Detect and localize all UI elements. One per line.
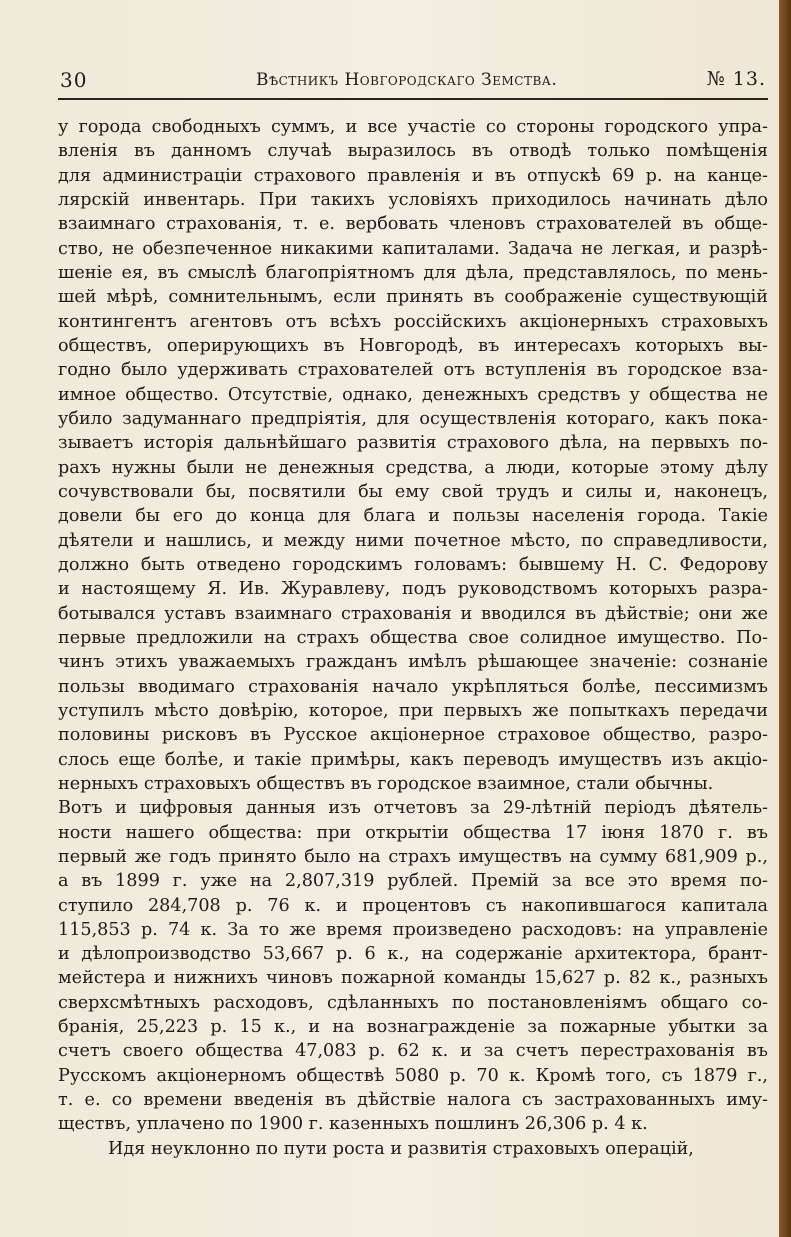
text-line: первый же годъ принято было на страхъ имуществъ на сумму 681,909 р., [58,846,768,867]
text-line: лярскій инвентарь. При такихъ условіяхъ приходилось начинать дѣло [58,189,768,210]
text-line: и дѣлопроизводство 53,667 р. 6 к., на содержаніе архитектора, брант- [58,944,768,965]
text-line: пользы вводимаго страхованія начало укрѣпляться болѣе, пессимизмъ [58,676,768,697]
text-line: половины рисковъ въ Русское акціонерное страховое общество, разро- [58,725,768,746]
header-rule [58,98,768,100]
text-line: 115,853 р. 74 к. За то же время произведено расходовъ: на управленіе [58,919,768,940]
text-line: взаимнаго страхованія, т. е. вербовать членовъ страхователей въ обще- [58,214,768,235]
issue-number: № 13. [706,68,766,90]
text-line: дѣятели и нашлись, и между ними почетное мѣсто, по справедливости, [58,530,768,551]
text-line: ности нашего общества: при открытіи общества 17 іюня 1870 г. въ [58,822,768,843]
text-line: ществъ, уплачено по 1900 г. казенныхъ пошлинъ 26,306 р. 4 к. [58,1114,648,1135]
text-line: ство, не обезпеченное никакими капиталами. Задача не легкая, и разрѣ- [58,238,768,259]
text-line: слось еще болѣе, и такіе примѣры, какъ переводъ имуществъ изъ акціо- [58,749,768,770]
journal-title: Вѣстникъ Новгородскаго Земства. [256,70,558,90]
text-line: т. е. со времени введенія въ дѣйствіе налога съ застрахованныхъ иму- [58,1090,768,1111]
text-line: годно было удерживать страхователей отъ вступленія въ городское вза- [58,360,768,381]
text-line: имное общество. Отсутствіе, однако, денежныхъ средствъ у общества не [58,384,768,405]
text-line: сочувствовали бы, посвятили бы ему свой трудъ и силы и, наконецъ, [58,481,768,502]
text-line: зываетъ исторія дальнѣйшаго развитія страхового дѣла, на первыхъ по- [58,433,768,454]
text-line: довели бы его до конца для блага и пользы населенія города. Такіе [58,506,768,527]
text-line: ступило 284,708 р. 76 к. и процентовъ съ накопившагося капитала [58,895,768,916]
text-line: шей мѣрѣ, сомнительнымъ, если принять въ соображеніе существующій [58,287,768,308]
text-line: и настоящему Я. Ив. Журавлеву, подъ руководствомъ которыхъ разра- [58,579,768,600]
text-line: шеніе ея, въ смыслѣ благопріятномъ для дѣла, представлялось, по мень- [58,262,768,283]
text-line: ботывался уставъ взаимнаго страхованія и вводился въ дѣйствіе; они же [58,603,768,624]
text-line: а въ 1899 г. уже на 2,807,319 рублей. Премій за все это время по- [58,871,768,892]
text-line: уступилъ мѣсто довѣрію, которое, при первыхъ же попыткахъ передачи [58,700,768,721]
text-line: чинъ этихъ уважаемыхъ гражданъ имѣлъ рѣшающее значеніе: сознаніе [58,652,768,673]
text-line: должно быть отведено городскимъ головамъ: бывшему Н. С. Федорову [58,554,768,575]
book-spine-edge [779,0,791,1237]
text-line: убило задуманнаго предпріятія, для осуществленія котораго, какъ пока- [58,408,768,429]
text-line: для администраціи страхового правленія и въ отпускѣ 69 р. на канце- [58,165,768,186]
text-line: вленія въ данномъ случаѣ выразилось въ отводѣ только помѣщенія [58,141,768,162]
text-line: первые предложили на страхъ общества свое солидное имущество. По- [58,627,768,648]
text-line: счетъ своего общества 47,083 р. 62 к. и за счетъ перестрахованія въ [58,1041,768,1062]
text-line: сверхсмѣтныхъ расходовъ, сдѣланныхъ по постановленіямъ общаго со- [58,992,768,1013]
text-line: нерныхъ страховыхъ обществъ въ городское взаимное, стали обычны. [58,773,714,794]
text-line: контингентъ агентовъ отъ всѣхъ россійскихъ акціонерныхъ страховыхъ [58,311,768,332]
text-line: у города свободныхъ суммъ, и все участіе со стороны городского упра- [58,117,768,137]
text-line: Русскомъ акціонерномъ обществѣ 5080 р. 70 к. Кромѣ того, съ 1879 г., [58,1065,768,1086]
text-line: Вотъ и цифровыя данныя изъ отчетовъ за 29-лѣтній періодъ дѣятель- [58,798,768,819]
text-line: бранія, 25,223 р. 15 к., и на вознагражденіе за пожарные убытки за [58,1017,768,1038]
text-line: обществъ, оперирующихъ въ Новгородѣ, въ интересахъ которыхъ вы- [58,335,768,356]
body-text [58,115,768,1161]
text-line: мейстера и нижнихъ чиновъ пожарной команды 15,627 р. 82 к., разныхъ [58,968,768,989]
running-header [58,62,768,98]
page-number: 30 [60,68,88,92]
text-line: Идя неуклонно по пути роста и развитія страховыхъ операцій, [108,1138,694,1159]
text-line: рахъ нужны были не денежныя средства, а люди, которые этому дѣлу [58,457,768,478]
